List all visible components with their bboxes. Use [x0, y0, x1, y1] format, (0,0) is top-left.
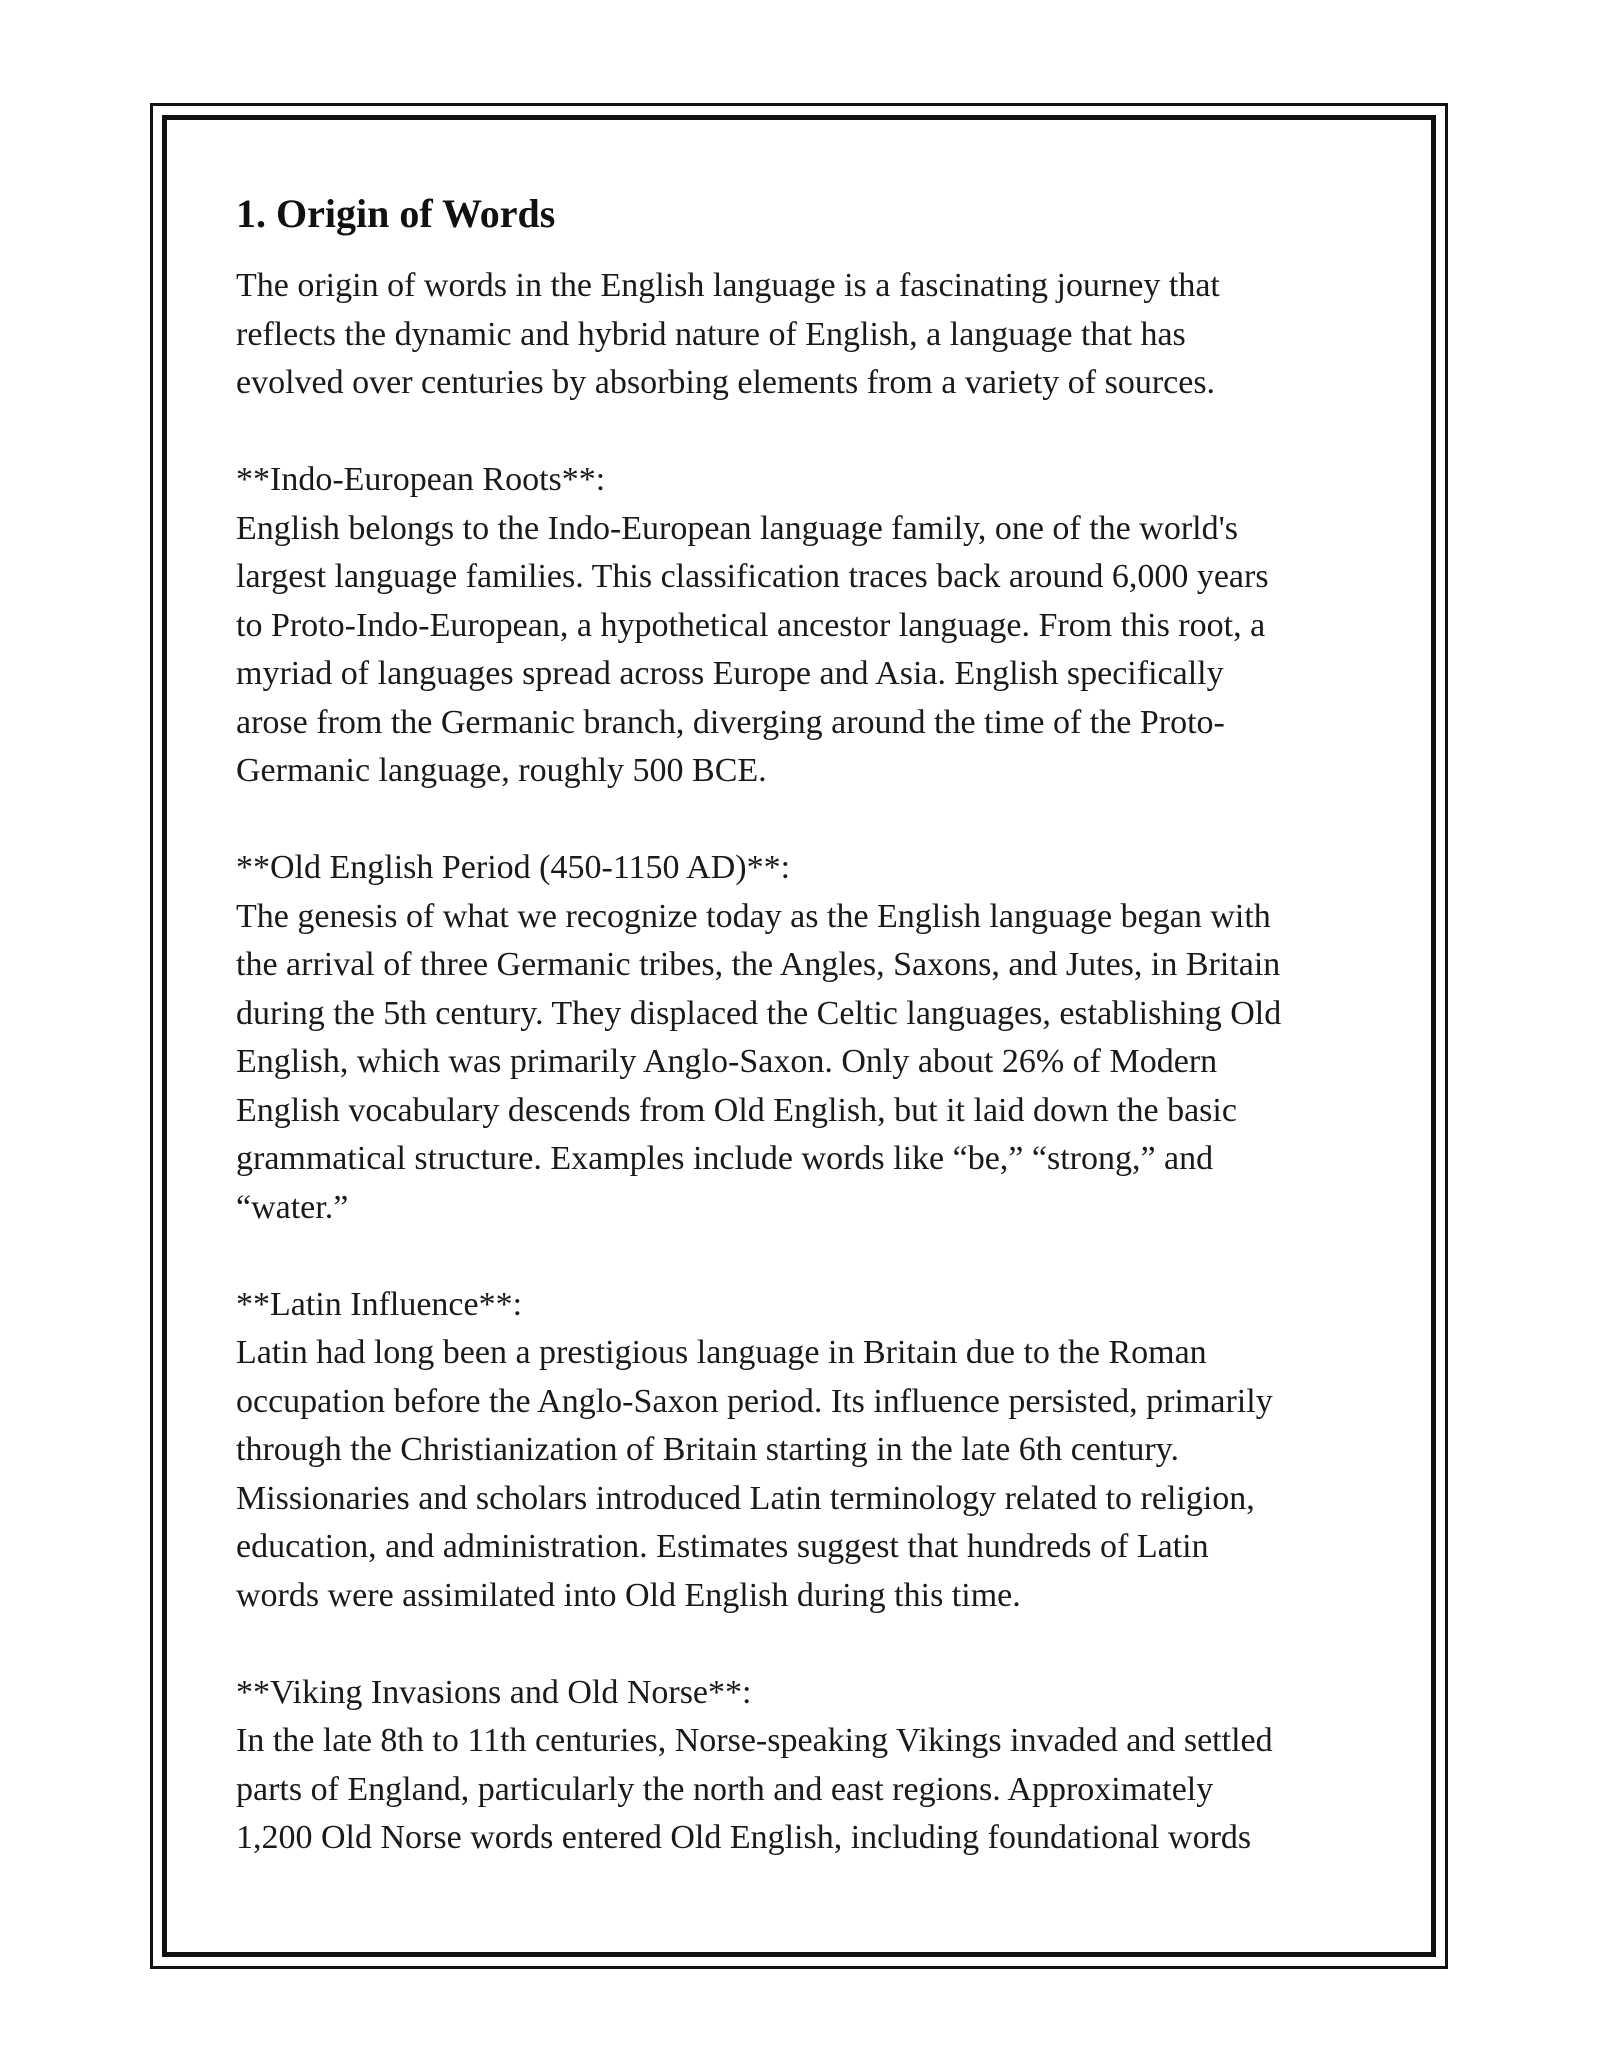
- section-heading: **Indo-European Roots**:: [236, 461, 606, 498]
- section-body: English belongs to the Indo-European language family, one of the world's largest language families. This classification traces back around 6,000 years to Proto-Indo-European, a hypothetical ancestor language. From this root, a myriad of languages spread across Europe and Asia. English specifically arose from the Germanic branch, diverging around the time of the Proto- Germanic language, roughly 500 BCE.: [236, 509, 1269, 789]
- section-body: In the late 8th to 11th centuries, Norse-speaking Vikings invaded and settled parts of England, particularly the north and east regions. Approximately 1,200 Old Norse words entered Old English, including foundational words: [236, 1722, 1273, 1856]
- section-heading: **Viking Invasions and Old Norse**:: [236, 1673, 752, 1711]
- section-heading: **Latin Influence**:: [236, 1285, 523, 1323]
- section-indo-european: [236, 456, 1386, 796]
- document-body: [236, 186, 1386, 1863]
- section-old-english: [236, 844, 1386, 1232]
- section-body: Latin had long been a prestigious language in Britain due to the Roman occupation before the Anglo-Saxon period. Its influence persisted, primarily through the Christianization of Britain starting in the late 6th century. Missionaries and scholars introduced Latin terminology related to religion, education, and administration. Estimates suggest that hundreds of Latin words were assimilated into Old English during this time.: [236, 1334, 1273, 1614]
- section-viking-old-norse: [236, 1669, 1386, 1863]
- section-heading: **Old English Period (450-1150 AD)**:: [236, 849, 791, 886]
- section-body: The genesis of what we recognize today as the English language began with the arrival of three Germanic tribes, the Angles, Saxons, and Jutes, in Britain during the 5th century. They displaced the Celtic languages, establishing Old English, which was primarily Anglo-Saxon. Only about 26% of Modern English vocabulary descends from Old English, but it laid down the basic grammatical structure. Examples include words like “be,” “strong,” and “water.”: [236, 897, 1282, 1226]
- intro-paragraph: The origin of words in the English language is a fascinating journey that reflects the dynamic and hybrid nature of English, a language that has evolved over centuries by absorbing elements from a variety of sources.: [236, 267, 1220, 401]
- section-latin-influence: [236, 1281, 1386, 1621]
- page-title: 1. Origin of Words: [236, 191, 556, 236]
